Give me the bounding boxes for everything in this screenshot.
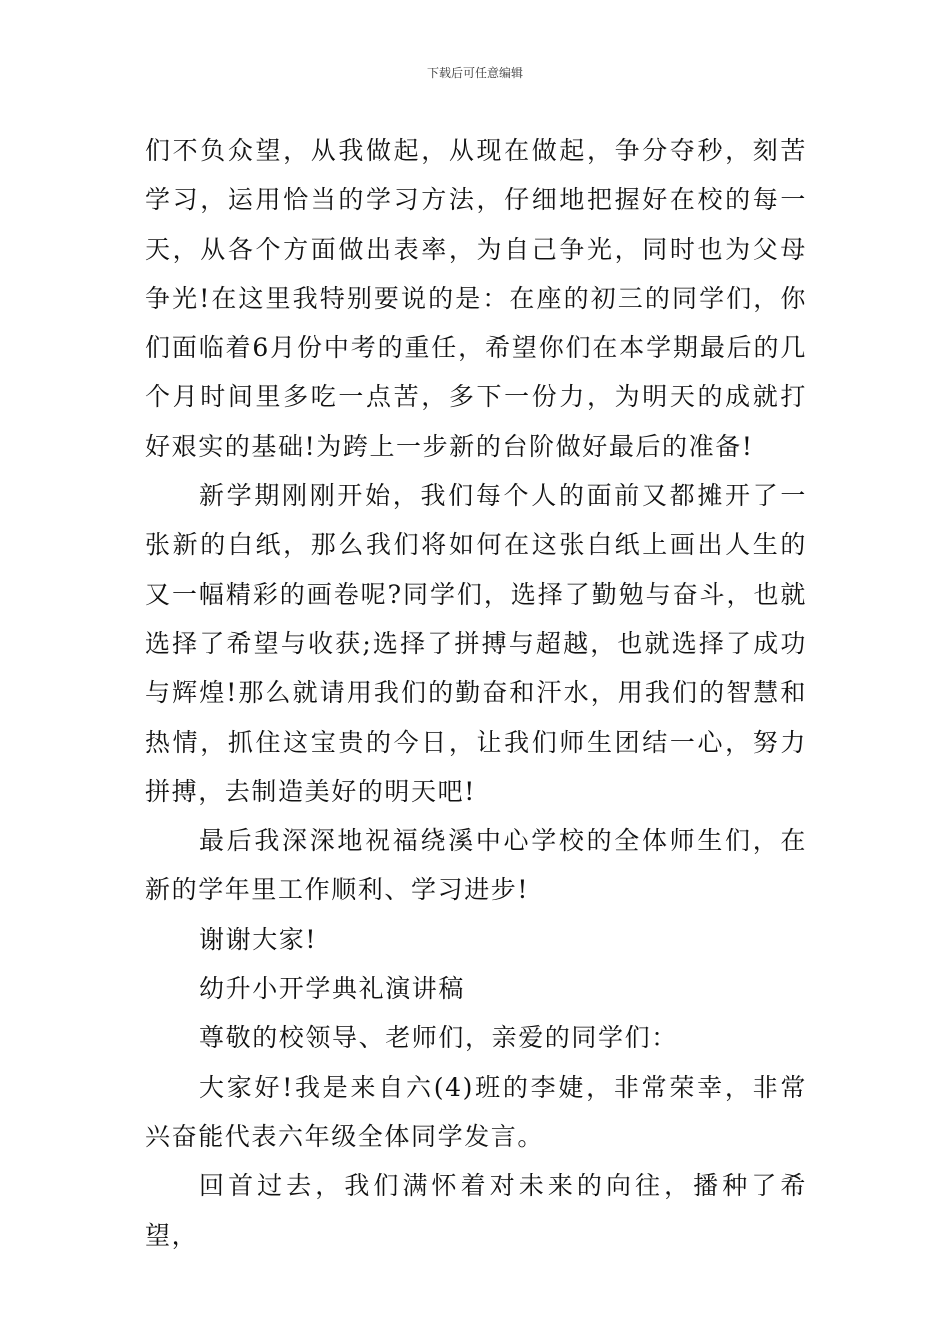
paragraph-new-semester: 新学期刚刚开始，我们每个人的面前又都摊开了一张新的白纸，那么我们将如何在这张白纸上画出人生的又一幅精彩的画卷呢?同学们，选择了勤勉与奋斗，也就选择了希望与收获;选择了拼搏与超越，也就选择了成功与辉煌!那么就请用我们的勤奋和汗水，用我们的智慧和热情，抓住这宝贵的今日，让我们师生团结一心，努力拼搏，去制造美好的明天吧! bbox=[145, 481, 807, 806]
paragraph-looking-back: 回首过去，我们满怀着对未来的向往，播种了希望， bbox=[145, 1171, 807, 1250]
paragraph-blessing: 最后我深深地祝福绕溪中心学校的全体师生们，在新的学年里工作顺利、学习进步! bbox=[145, 826, 807, 905]
page-header-note: 下载后可任意编辑 bbox=[426, 66, 523, 80]
paragraph-continuation: 们不负众望，从我做起，从现在做起，争分夺秒，刻苦学习，运用恰当的学习方法，仔细地把握好在校的每一天，从各个方面做出表率，为自己争光，同时也为父母争光!在这里我特别要说的是：在座的初三的同学们，你们面临着6月份中考的重任，希望你们在本学期最后的几个月时间里多吃一点苦，多下一份力，为明天的成就打好艰实的基础!为跨上一步新的台阶做好最后的准备! bbox=[145, 136, 807, 461]
paragraph-thanks: 谢谢大家! bbox=[199, 924, 318, 954]
speech-title: 幼升小开学典礼演讲稿 bbox=[199, 974, 466, 1004]
paragraph-greeting: 大家好!我是来自六(4)班的李婕，非常荣幸，非常兴奋能代表六年级全体同学发言。 bbox=[145, 1072, 807, 1151]
document-body bbox=[145, 126, 807, 1260]
paragraph-salutation: 尊敬的校领导、老师们，亲爱的同学们： bbox=[199, 1023, 678, 1053]
